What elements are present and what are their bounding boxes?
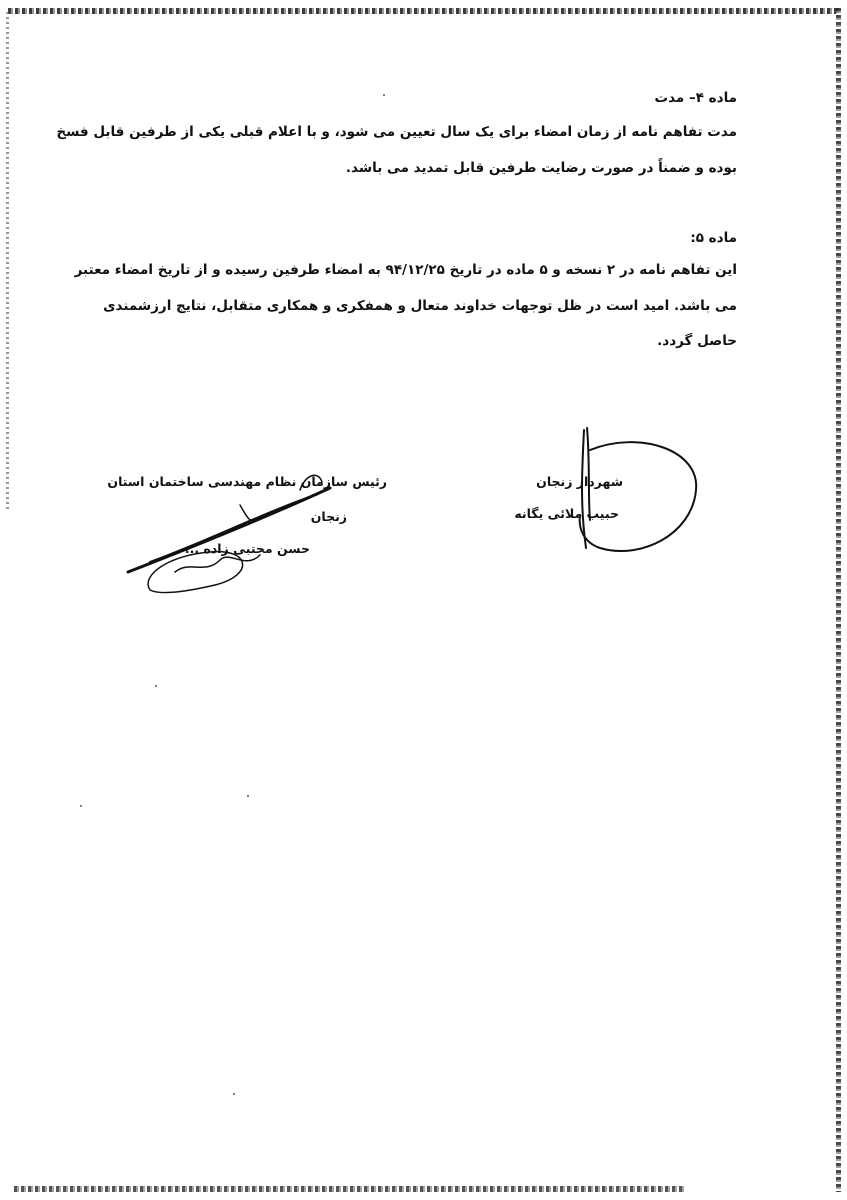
engineering-head-signature xyxy=(128,475,330,592)
article-5-title: ماده ۵: xyxy=(690,230,737,246)
scan-speck xyxy=(80,805,82,807)
page-border-top xyxy=(8,8,840,14)
article-4-title: ماده ۴– مدت xyxy=(654,90,737,106)
article-5-line-2: می باشد. امید است در ظل توجهات خداوند متعال و همفکری و همکاری متقابل، نتایج ارزشمندی xyxy=(103,298,737,314)
scan-speck xyxy=(155,685,157,687)
article-5-line-1: این تفاهم نامه در ۲ نسخه و ۵ ماده در تاریخ ۹۴/۱۲/۲۵ به امضاء طرفین رسیده و از تاریخ امضاء معتبر xyxy=(74,262,737,278)
article-5-line-3: حاصل گردد. xyxy=(657,333,737,349)
mayor-signature xyxy=(580,428,697,551)
page-border-right xyxy=(836,8,841,1192)
engineering-org-title-line-2: زنجان xyxy=(310,509,347,524)
scan-speck xyxy=(247,795,249,797)
page-border-left xyxy=(6,12,9,512)
scan-speck xyxy=(233,1093,235,1095)
article-4-line-2: بوده و ضمناً در صورت رضایت طرفین قابل تمدید می باشد. xyxy=(345,160,737,176)
mayor-title: شهردار زنجان xyxy=(536,474,623,489)
mayor-name: حبیب ملائی یگانه xyxy=(514,506,619,521)
engineering-org-title-line-1: رئیس سازمان نظام مهندسی ساختمان استان xyxy=(107,474,387,489)
page-border-bottom xyxy=(14,1186,684,1192)
engineering-org-head-name: حسن مجتبی زاده ... xyxy=(184,541,310,556)
article-4-line-1: مدت تفاهم نامه از زمان امضاء برای یک سال تعیین می شود، و با اعلام قبلی یکی از طرفین قابل فسخ xyxy=(56,124,737,140)
scan-speck xyxy=(383,94,385,96)
